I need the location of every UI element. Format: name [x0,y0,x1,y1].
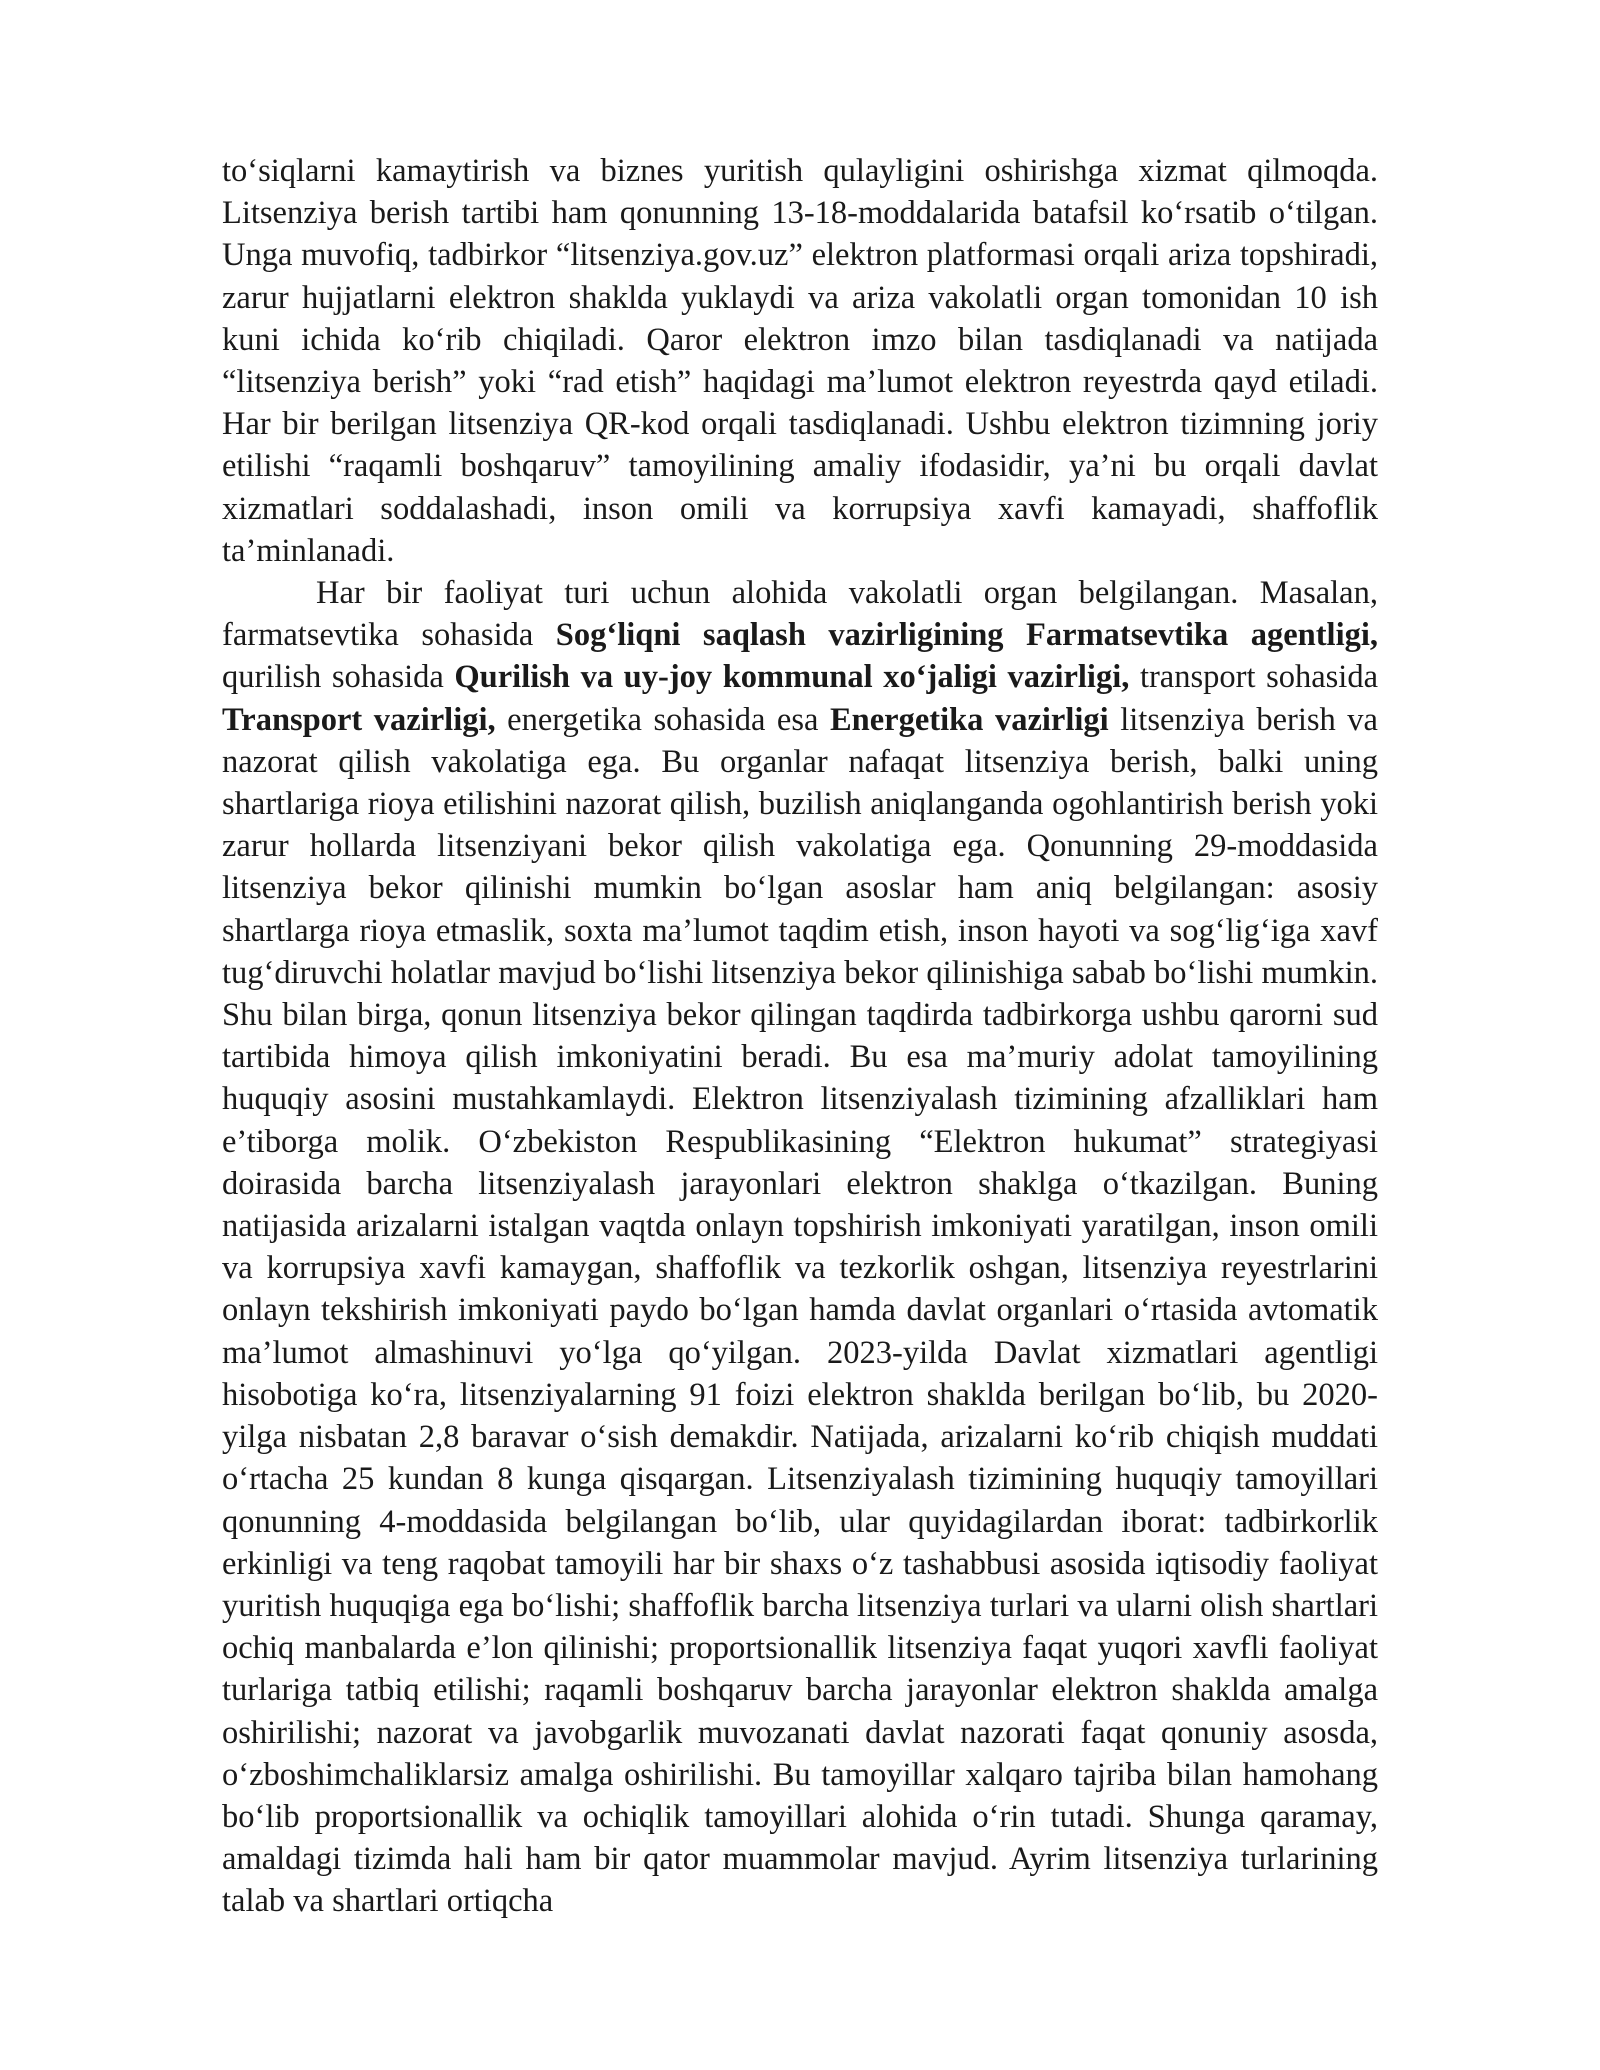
bold-term-pharma-agency: Sog‘liqni saqlash vazirligining Farmatsevtika agentligi, [555,617,1379,654]
document-page [222,150,1378,1923]
paragraph-text: qurilish sohasida [222,659,455,696]
paragraph-licensing-procedure [222,150,1378,572]
paragraph-text: litsenziya berish va nazorat qilish vakolatiga ega. Bu organlar nafaqat litsenziya berish, balki uning shartlariga rioya etilishini nazorat qilish, buzilish aniqlanganda ogohlantirish berish yoki zarur hollarda litsenziyani bekor qilish vakolatiga ega. Qonunning 29-moddasida litsenziya bekor qilinishi mumkin bo‘lgan asoslar ham aniq belgilangan: asosiy shartlarga rioya etmaslik, soxta ma’lumot taqdim etish, inson hayoti va sog‘lig‘iga xavf tug‘diruvchi holatlar mavjud bo‘lishi litsenziya bekor qilinishiga sabab bo‘lishi mumkin. Shu bilan birga, qonun litsenziya bekor qilingan taqdirda tadbirkorga ushbu qarorni sud tartibida himoya qilish imkoniyatini beradi. Bu esa ma’muriy adolat tamoyilining huquqiy asosini mustahkamlaydi. Elektron litsenziyalash tizimining afzalliklari ham e’tiborga molik. O‘zbekiston Respublikasining “Elektron hukumat” strategiyasi doirasida barcha litsenziyalash jarayonlari elektron shaklga o‘tkazilgan. Buning natijasida arizalarni istalgan vaqtda onlayn topshirish imkoniyati yaratilgan, inson omili va korrupsiya xavfi kamaygan, shaffoflik va tezkorlik oshgan, litsenziya reyestrlarini onlayn tekshirish imkoniyati paydo bo‘lgan hamda davlat organlari o‘rtasida avtomatik ma’lumot almashinuvi yo‘lga qo‘yilgan. 2023-yilda Davlat xizmatlari agentligi hisobotiga ko‘ra, litsenziyalarning 91 foizi elektron shaklda berilgan bo‘lib, bu 2020-yilga nisbatan 2,8 baravar o‘sish demakdir. Natijada, arizalarni ko‘rib chiqish muddati o‘rtacha 25 kundan 8 kunga qisqargan. Litsenziyalash tizimining huquqiy tamoyillari qonunning 4-moddasida belgilangan bo‘lib, ular quyidagilardan iborat: tadbirkorlik erkinligi va teng raqobat tamoyili har bir shaxs o‘z tashabbusi asosida iqtisodiy faoliyat yuritish huquqiga ega bo‘lishi; shaffoflik barcha litsenziya turlari va ularni olish shartlari ochiq manbalarda e’lon qilinishi; proportsionallik litsenziya faqat yuqori xavfli faoliyat turlariga tatbiq etilishi; raqamli boshqaruv barcha jarayonlar elektron shaklda amalga oshirilishi; nazorat va javobgarlik muvozanati davlat nazorati faqat qonuniy asosda, o‘zboshimchaliklarsiz amalga oshirilishi. Bu tamoyillar xalqaro tajriba bilan hamohang bo‘lib proportsionallik va ochiqlik tamoyillari alohida o‘rin tutadi. Shunga qaramay, amaldagi tizimda hali ham bir qator muammolar mavjud. Ayrim litsenziya turlarining talab va shartlari ortiqcha [222,701,1378,1920]
bold-term-transport-ministry: Transport vazirligi, [222,701,496,738]
bold-term-energy-ministry: Energetika vazirligi [829,701,1109,738]
paragraph-text: Har bir faoliyat turi uchun alohida vakolatli organ belgilangan. Masalan, farmatsevtika sohasida [222,575,1378,654]
paragraph-text: transport sohasida [1129,659,1378,696]
bold-term-construction-ministry: Qurilish va uy-joy kommunal xo‘jaligi vazirligi, [454,659,1130,696]
paragraph-authorized-bodies [222,572,1378,1923]
paragraph-text: energetika sohasida esa [495,701,830,738]
paragraph-text: to‘siqlarni kamaytirish va biznes yuritish qulayligini oshirishga xizmat qilmoqda. Litsenziya berish tartibi ham qonunning 13-18-moddalarida batafsil ko‘rsatib o‘tilgan. Unga muvofiq, tadbirkor “litsenziya.gov.uz” elektron platformasi orqali ariza topshiradi, zarur hujjatlarni elektron shaklda yuklaydi va ariza vakolatli organ tomonidan 10 ish kuni ichida ko‘rib chiqiladi. Qaror elektron imzo bilan tasdiqlanadi va natijada “litsenziya berish” yoki “rad etish” haqidagi ma’lumot elektron reyestrda qayd etiladi. Har bir berilgan litsenziya QR-kod orqali tasdiqlanadi. Ushbu elektron tizimning joriy etilishi “raqamli boshqaruv” tamoyilining amaliy ifodasidir, ya’ni bu orqali davlat xizmatlari soddalashadi, inson omili va korrupsiya xavfi kamayadi, shaffoflik ta’minlanadi. [222,153,1378,569]
